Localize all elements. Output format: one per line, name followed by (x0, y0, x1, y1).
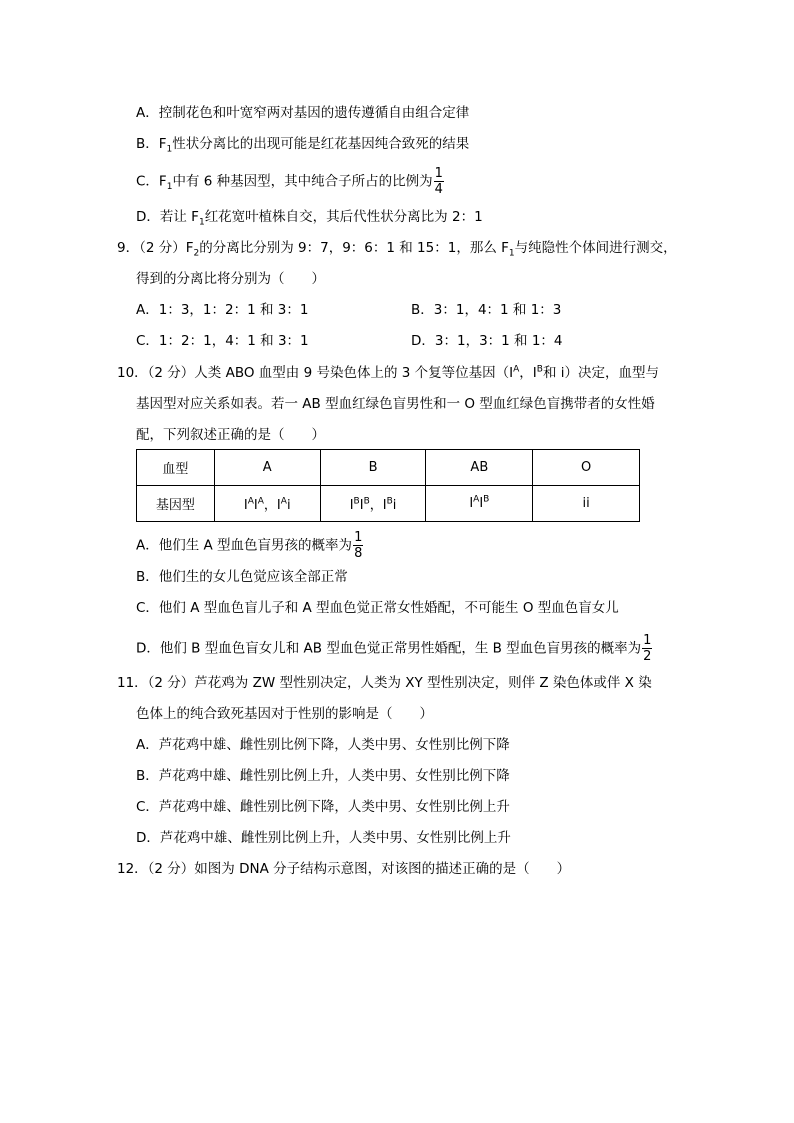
q9-option-a: A．1：3，1：2：1 和 3：1 (136, 302, 309, 318)
table-cell: AB (426, 450, 533, 486)
q9-stem: 9．（2 分）$F_2$的分离比分别为 9：7，9：6：1 和 15：1，那么 $F_1$与纯隐性个体间进行测交， (117, 240, 677, 259)
q10-option-c: C．他们 A 型血色盲儿子和 A 型血色觉正常女性婚配，不可能生 O 型血色盲女儿 (136, 600, 619, 616)
q11-stem-line1: 11．（2 分）芦花鸡为 ZW 型性别决定，人类为 XY 型性别决定，则伴 Z 染色体或伴 X 染 (117, 675, 652, 691)
table-row (137, 450, 640, 486)
q8-option-b: B．$F_1$性状分离比的出现可能是红花基因纯合致死的结果 (136, 136, 470, 155)
table-row (137, 486, 640, 522)
table-cell: ii (533, 486, 640, 522)
table-cell: O (533, 450, 640, 486)
q9-option-c: C．1：2：1，4：1 和 3：1 (136, 333, 309, 349)
blood-type-table (136, 449, 640, 522)
q10-option-b: B．他们生的女儿色觉应该全部正常 (136, 569, 348, 585)
q10-option-d: D．他们 B 型血色盲女儿和 AB 型血色觉正常男性婚配，生 B 型血色盲男孩的概率为 $\frac{1}{2}$ (136, 633, 652, 664)
q8-option-a: A．控制花色和叶宽窄两对基因的遗传遵循自由组合定律 (136, 105, 470, 121)
table-cell: A (214, 450, 320, 486)
fraction: $\frac{1}{8}$ (354, 530, 363, 561)
q10-stem-line1: 10．（2 分）人类 ABO 血型由 9 号染色体上的 3 个复等位基因（$I^A$，$I^B$和 i）决定，血型与 (117, 364, 659, 381)
fraction: $\frac{1}{4}$ (434, 166, 443, 197)
q10-stem-line2: 基因型对应关系如表。若一 AB 型血红绿色盲男性和一 O 型血红绿色盲携带者的女性婚 (136, 396, 655, 412)
table-cell: $I^BI^B$，$I^Bi$ (320, 486, 426, 522)
table-cell: $I^AI^A$，$I^Ai$ (214, 486, 320, 522)
fraction: $\frac{1}{2}$ (643, 633, 652, 664)
q11-option-d: D．芦花鸡中雄、雌性别比例上升，人类中男、女性别比例上升 (136, 830, 511, 846)
q9-option-b: B．3：1，4：1 和 1：3 (411, 302, 562, 318)
q8-option-c: C．$F_1$中有 6 种基因型，其中纯合子所占的比例为 $\frac{1}{4}$ (136, 166, 443, 197)
q11-option-c: C．芦花鸡中雄、雌性别比例下降，人类中男、女性别比例上升 (136, 799, 510, 815)
table-cell: 基因型 (137, 486, 215, 522)
q10-option-a: A．他们生 A 型血色盲男孩的概率为 $\frac{1}{8}$ (136, 530, 363, 561)
q11-option-a: A．芦花鸡中雄、雌性别比例下降，人类中男、女性别比例下降 (136, 737, 510, 753)
q12-stem: 12．（2 分）如图为 DNA 分子结构示意图，对该图的描述正确的是（ ） (117, 861, 571, 877)
q9-option-d: D．3：1，3：1 和 1：4 (411, 333, 563, 349)
q9-stem-line2: 得到的分离比将分别为（ ） (136, 271, 325, 287)
q11-stem-line2: 色体上的纯合致死基因对于性别的影响是（ ） (136, 706, 433, 722)
q11-option-b: B．芦花鸡中雄、雌性别比例上升，人类中男、女性别比例下降 (136, 768, 510, 784)
table-cell: 血型 (137, 450, 215, 486)
table-cell: B (320, 450, 426, 486)
q10-stem-line3: 配，下列叙述正确的是（ ） (136, 427, 325, 443)
table-cell: $I^AI^B$ (426, 486, 533, 522)
q8-option-d: D．若让 $F_1$红花宽叶植株自交，其后代性状分离比为 2：1 (136, 209, 483, 228)
